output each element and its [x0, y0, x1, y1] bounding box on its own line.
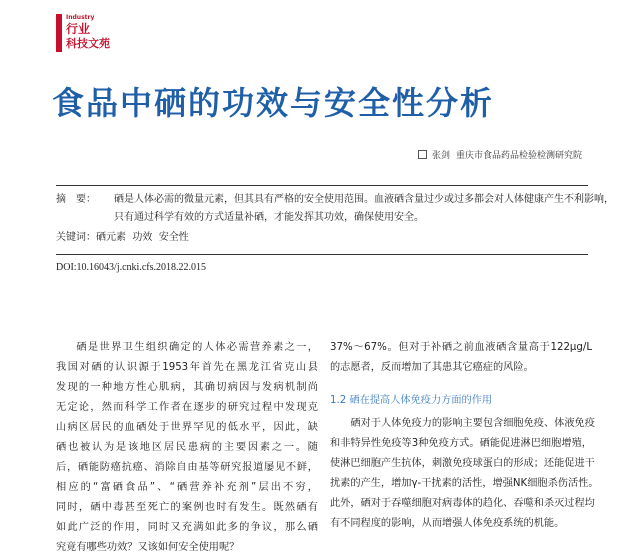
abstract-row-2 — [114, 208, 424, 228]
body-line: 发现的一种地方性心肌病，其确切病因与发病机制尚 — [56, 382, 318, 393]
body-line: 究竟有哪些功效？又该如何安全使用呢？ — [56, 542, 240, 553]
left-column — [56, 338, 318, 558]
body-line: 有不同程度的影响，从而增强人体免疫系统的机能。 — [330, 518, 565, 529]
abstract-text-1: 硒是人体必需的微量元素，但其具有严格的安全使用范围。血液硒含量过少或过多都会对人体健康产生不利影响， — [114, 194, 614, 205]
abstract-box — [56, 185, 614, 255]
journal-logo — [56, 14, 116, 54]
square-bullet-icon — [418, 150, 427, 159]
author-name: 张剑 — [431, 151, 450, 161]
section-subheading: 1.2 硒在提高人体免疫力方面的作用 — [330, 395, 493, 406]
logo-industry-text: Industry — [66, 14, 95, 21]
body-line: 同时，硒中毒甚至死亡的案例也时有发生。既然硒有 — [56, 502, 318, 513]
article-title: 食品中硒的功效与安全性分析 — [52, 84, 495, 122]
body-line: 使淋巴细胞产生抗体，刺激免疫球蛋白的形成；还能促进干 — [330, 458, 595, 469]
body-line: 此外，硒对于吞噬细胞对病毒体的趋化、吞噬和杀灭过程均 — [330, 498, 595, 509]
keywords-row — [56, 228, 189, 248]
logo-line-1: 行业 — [66, 22, 91, 36]
body-line: 我国对硒的认识源于1953年首先在黑龙江省克山县 — [56, 362, 318, 373]
body-line: 无定论，然而科学工作者在逐步的研究过程中发现克 — [56, 402, 318, 413]
body-line: 硒对于人体免疫力的影响主要包含细胞免疫、体液免疫 — [350, 418, 595, 429]
body-line: 和非特异性免疫等3种免疫方式。硒能促进淋巴细胞增殖， — [330, 438, 592, 449]
body-line: 的志愿者，反而增加了其患其它癌症的风险。 — [330, 362, 534, 373]
abstract-text-2: 只有通过科学有效的方式适量补硒，才能发挥其功效，确保使用安全。 — [114, 212, 424, 223]
keywords-label: 关键词： — [56, 232, 96, 243]
keywords-text: 硒元素 功效 安全性 — [96, 232, 189, 243]
abstract-row-1 — [56, 190, 614, 210]
body-line: 后，硒能防癌抗癌、消除自由基等研究报道屡见不鲜， — [56, 462, 318, 473]
right-column — [330, 338, 599, 534]
body-line: 相应的“富硒食品”、“硒营养补充剂”层出不穷， — [56, 482, 318, 493]
logo-red-bar — [56, 14, 62, 52]
body-line: 如此广泛的作用，同时又充满如此多的争议，那么硒 — [56, 522, 318, 533]
body-line: 山病区居民的血硒处于世界罕见的低水平，因此，缺 — [56, 422, 318, 433]
body-line: 硒也被认为是该地区居民患病的主要因素之一。随 — [56, 442, 318, 453]
body-line: 扰素的产生，增加γ-干扰素的活性，增强NK细胞杀伤活性。 — [330, 478, 599, 489]
doi: DOI:10.16043/j.cnki.cfs.2018.22.015 — [56, 262, 206, 273]
body-line: 37%～67%。但对于补硒之前血液硒含量高于122μg/L — [330, 342, 592, 353]
author-line — [418, 148, 582, 161]
abstract-label: 摘 要： — [56, 194, 96, 205]
author-affiliation: 重庆市食品药品检验检测研究院 — [455, 151, 582, 161]
logo-line-2: 科技文苑 — [66, 37, 110, 50]
body-line: 硒是世界卫生组织确定的人体必需营养素之一， — [76, 342, 318, 353]
